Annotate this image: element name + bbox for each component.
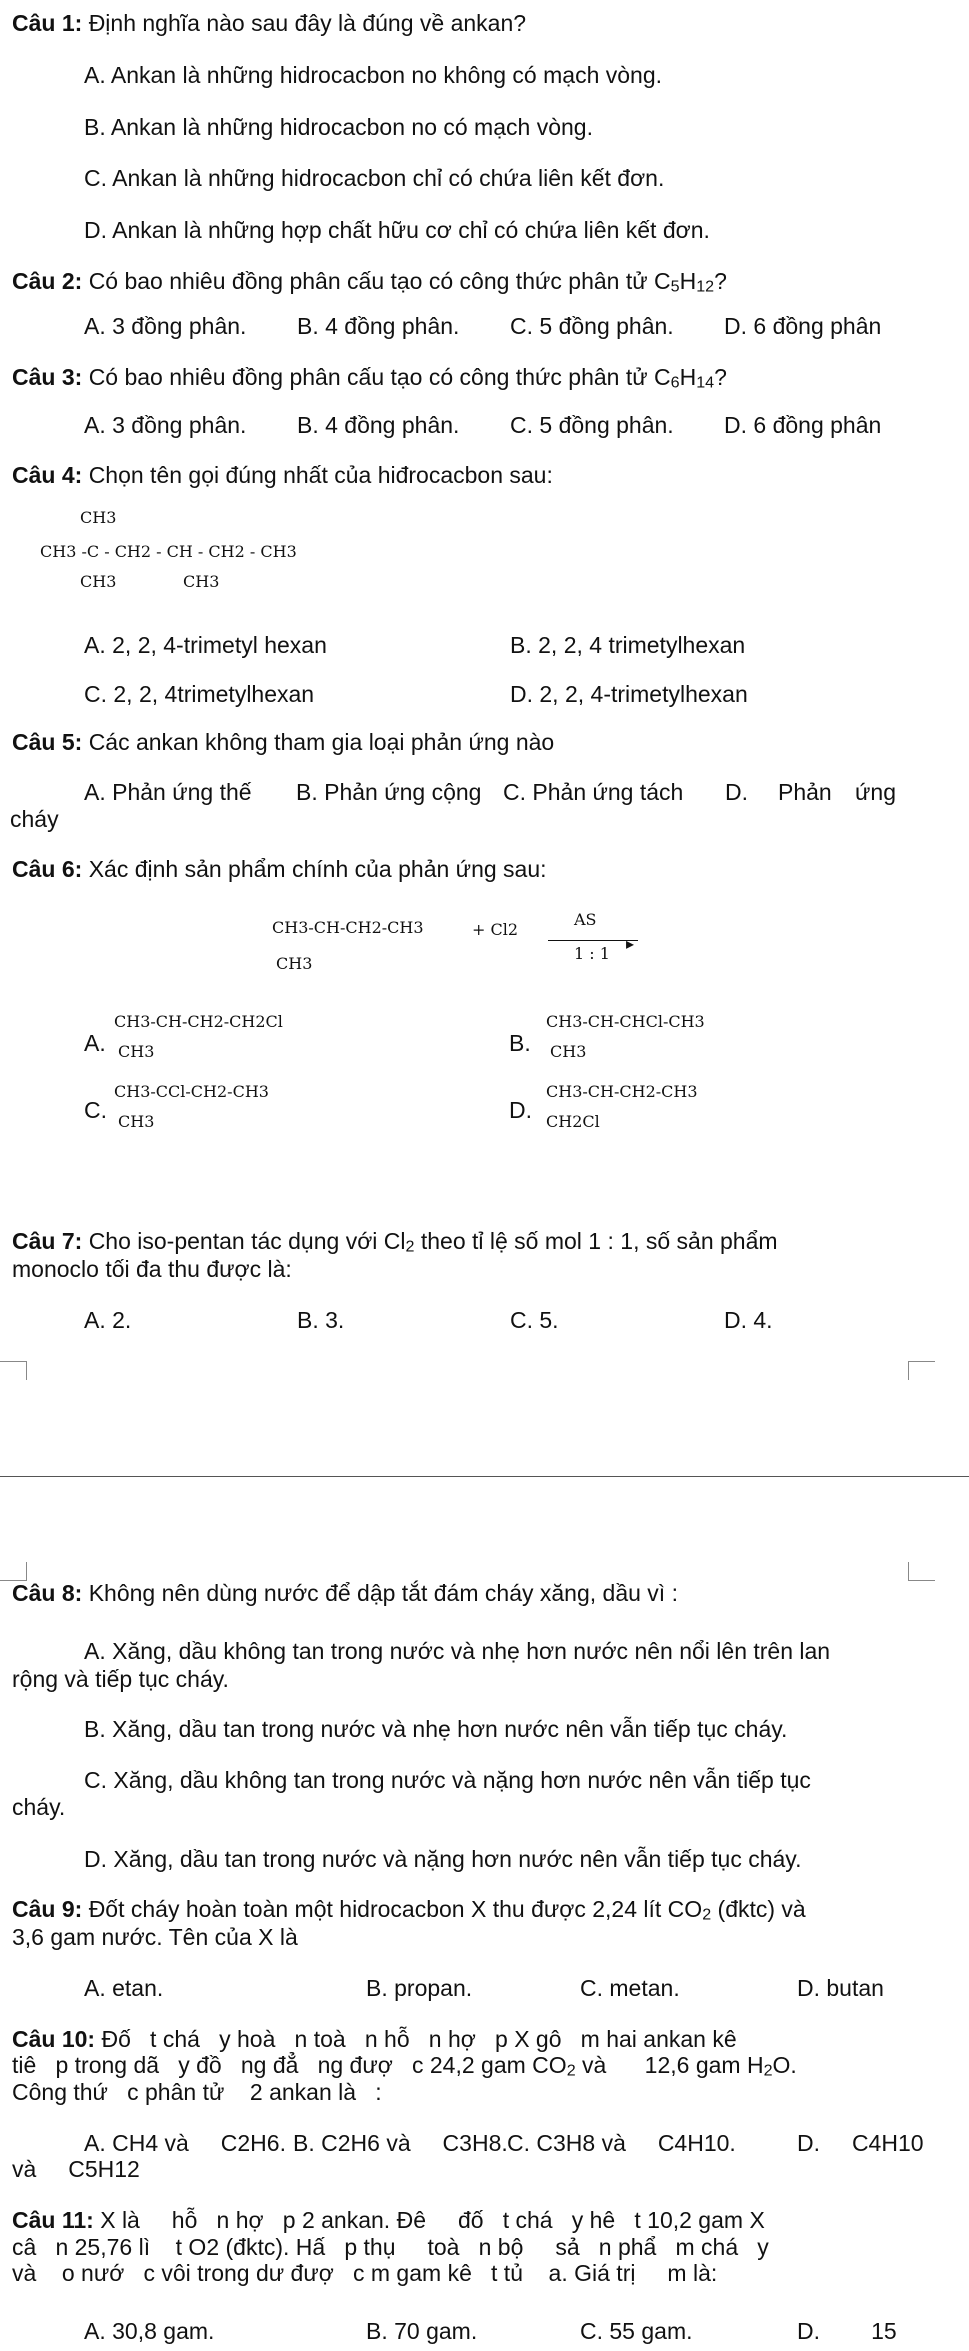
q5-stem: Câu 5: Các ankan không tham gia loại phản ứng nào (12, 729, 555, 755)
q1-option-a[interactable]: A. Ankan là những hidrocacbon no không có mạch vòng. (84, 62, 663, 88)
q11-stem-cont: câ n 25,76 lì t O2 (đktc). Hấ p thụ toà n bộ sả n phẩ m chá y (12, 2234, 769, 2260)
q10-option-a[interactable]: A. CH4 và C2H6. (84, 2130, 286, 2156)
q8-option-a-cont: rộng và tiếp tục cháy. (12, 1666, 229, 1692)
q6-option-a-label[interactable]: A. (84, 1030, 106, 1056)
q2-option-c[interactable]: C. 5 đồng phân. (510, 313, 674, 339)
q2-option-b[interactable]: B. 4 đồng phân. (297, 313, 460, 339)
q5-option-d-cont: cháy (10, 806, 59, 832)
q4-structural-formula: CH3 CH3 -C - CH2 - CH - CH2 - CH3 CH3 CH3 (40, 508, 297, 591)
q10-stem-cont: tiê p trong dã y đồ ng đẳ ng đượ c 24,2 gam $CO_2$ và 12,6 gam $H_2O$. (12, 2052, 797, 2080)
q8-option-c-cont: cháy. (12, 1794, 66, 1820)
q9-option-b[interactable]: B. propan. (366, 1975, 473, 2001)
q8-option-a[interactable]: A. Xăng, dầu không tan trong nước và nhẹ hơn nước nên nổi lên trên lan (84, 1638, 831, 1664)
q6-option-b-label[interactable]: B. (509, 1030, 531, 1056)
q11-stem: Câu 11: X là hỗ n hợ p 2 ankan. Đê đố t chá y hê t 10,2 gam X (12, 2207, 765, 2233)
q3-option-a[interactable]: A. 3 đồng phân. (84, 412, 247, 438)
q1-stem: Câu 1: Định nghĩa nào sau đây là đúng về ankan? (12, 10, 527, 36)
q7-option-a[interactable]: A. 2. (84, 1307, 132, 1333)
q5-option-a[interactable]: A. Phản ứng thế (84, 779, 252, 805)
q6-option-d-label[interactable]: D. (509, 1097, 532, 1123)
q5-option-b[interactable]: B. Phản ứng cộng (296, 779, 482, 805)
q7-option-c[interactable]: C. 5. (510, 1307, 559, 1333)
q5-option-c[interactable]: C. Phản ứng tách (503, 779, 684, 805)
q1-option-d[interactable]: D. Ankan là những hợp chất hữu cơ chỉ có chứa liên kết đơn. (84, 217, 710, 243)
q4-option-c[interactable]: C. 2, 2, 4trimetylhexan (84, 681, 315, 707)
q10-option-d-cont: và C5H12 (12, 2156, 140, 2182)
q10-stem-cont2: Công thứ c phân tử 2 ankan là : (12, 2079, 382, 2105)
page-corner-mark (0, 1361, 27, 1380)
q9-stem: Câu 9: Đốt cháy hoàn toàn một hidrocacbon X thu được 2,24 lít $CO_2$ (đktc) và (12, 1896, 806, 1924)
q10-option-b[interactable]: B. C2H6 và C3H8. (293, 2130, 508, 2156)
q7-stem: Câu 7: Cho iso-pentan tác dụng với $Cl_2$ theo tỉ lệ số mol 1 : 1, số sản phẩm (12, 1228, 778, 1256)
q5-option-d[interactable]: D. Phản ứng (725, 779, 896, 805)
q3-stem: Câu 3: Có bao nhiêu đồng phân cấu tạo có công thức phân tử $C_6H_{14}$? (12, 364, 727, 392)
q4-option-a[interactable]: A. 2, 2, 4-trimetyl hexan (84, 632, 327, 658)
q2-stem: Câu 2: Có bao nhiêu đồng phân cấu tạo có công thức phân tử $C_5H_{12}$? (12, 268, 727, 296)
q6-option-c-label[interactable]: C. (84, 1097, 107, 1123)
arrow-icon: ▸ (626, 934, 635, 953)
q9-option-c[interactable]: C. metan. (580, 1975, 680, 2001)
q8-stem: Câu 8: Không nên dùng nước để dập tắt đám cháy xăng, dầu vì : (12, 1580, 678, 1606)
q3-option-d[interactable]: D. 6 đồng phân (724, 412, 882, 438)
q4-option-b[interactable]: B. 2, 2, 4 trimetylhexan (510, 632, 746, 658)
page-corner-mark (908, 1361, 935, 1380)
q8-option-b[interactable]: B. Xăng, dầu tan trong nước và nhẹ hơn nước nên vẫn tiếp tục cháy. (84, 1716, 788, 1742)
q9-stem-cont: 3,6 gam nước. Tên của X là (12, 1924, 298, 1950)
q3-option-c[interactable]: C. 5 đồng phân. (510, 412, 674, 438)
q4-option-d[interactable]: D. 2, 2, 4-trimetylhexan (510, 681, 748, 707)
q9-option-d[interactable]: D. butan (797, 1975, 884, 2001)
q4-stem: Câu 4: Chọn tên gọi đúng nhất của hiđrocacbon sau: (12, 462, 553, 488)
page-divider (0, 1476, 969, 1477)
q11-option-c[interactable]: C. 55 gam. (580, 2318, 693, 2344)
q1-option-b[interactable]: B. Ankan là những hidrocacbon no có mạch vòng. (84, 114, 593, 140)
q9-option-a[interactable]: A. etan. (84, 1975, 164, 2001)
page-corner-mark (0, 1562, 27, 1581)
q7-option-b[interactable]: B. 3. (297, 1307, 345, 1333)
q2-option-d[interactable]: D. 6 đồng phân (724, 313, 882, 339)
q11-option-b[interactable]: B. 70 gam. (366, 2318, 478, 2344)
q10-stem: Câu 10: Đố t chá y hoà n toà n hỗ n hợ p X gô m hai ankan kê (12, 2026, 737, 2052)
q11-option-a[interactable]: A. 30,8 gam. (84, 2318, 215, 2344)
q8-option-d[interactable]: D. Xăng, dầu tan trong nước và nặng hơn nước nên vẫn tiếp tục cháy. (84, 1846, 802, 1872)
q6-option-b[interactable]: CH3-CH-CHCl-CH3 CH3 (546, 1012, 705, 1061)
q7-option-d[interactable]: D. 4. (724, 1307, 773, 1333)
page-corner-mark (908, 1562, 935, 1581)
q1-option-c[interactable]: C. Ankan là những hidrocacbon chỉ có chứa liên kết đơn. (84, 165, 665, 191)
q10-option-c[interactable]: C. C3H8 và C4H10. (507, 2130, 736, 2156)
q3-option-b[interactable]: B. 4 đồng phân. (297, 412, 460, 438)
q8-option-c[interactable]: C. Xăng, dầu không tan trong nước và nặng hơn nước nên vẫn tiếp tục (84, 1767, 811, 1793)
q10-option-d[interactable]: D. C4H10 (797, 2130, 924, 2156)
q11-stem-cont2: và o nướ c vôi trong dư đượ c m gam kê t tủ a. Giá trị m là: (12, 2260, 718, 2286)
q6-option-a[interactable]: CH3-CH-CH2-CH2Cl CH3 (114, 1012, 283, 1061)
q6-option-c[interactable]: CH3-CCl-CH2-CH3 CH3 (114, 1082, 269, 1131)
q6-stem: Câu 6: Xác định sản phẩm chính của phản ứng sau: (12, 856, 547, 882)
q2-option-a[interactable]: A. 3 đồng phân. (84, 313, 247, 339)
q7-stem-cont: monoclo tối đa thu được là: (12, 1256, 292, 1282)
q11-option-d[interactable]: D. 15 (797, 2318, 897, 2344)
q6-option-d[interactable]: CH3-CH-CH2-CH3 CH2Cl (546, 1082, 698, 1131)
q6-reaction: CH3-CH-CH2-CH3 CH3 + Cl2 AS ▸ 1 : 1 (272, 910, 652, 980)
